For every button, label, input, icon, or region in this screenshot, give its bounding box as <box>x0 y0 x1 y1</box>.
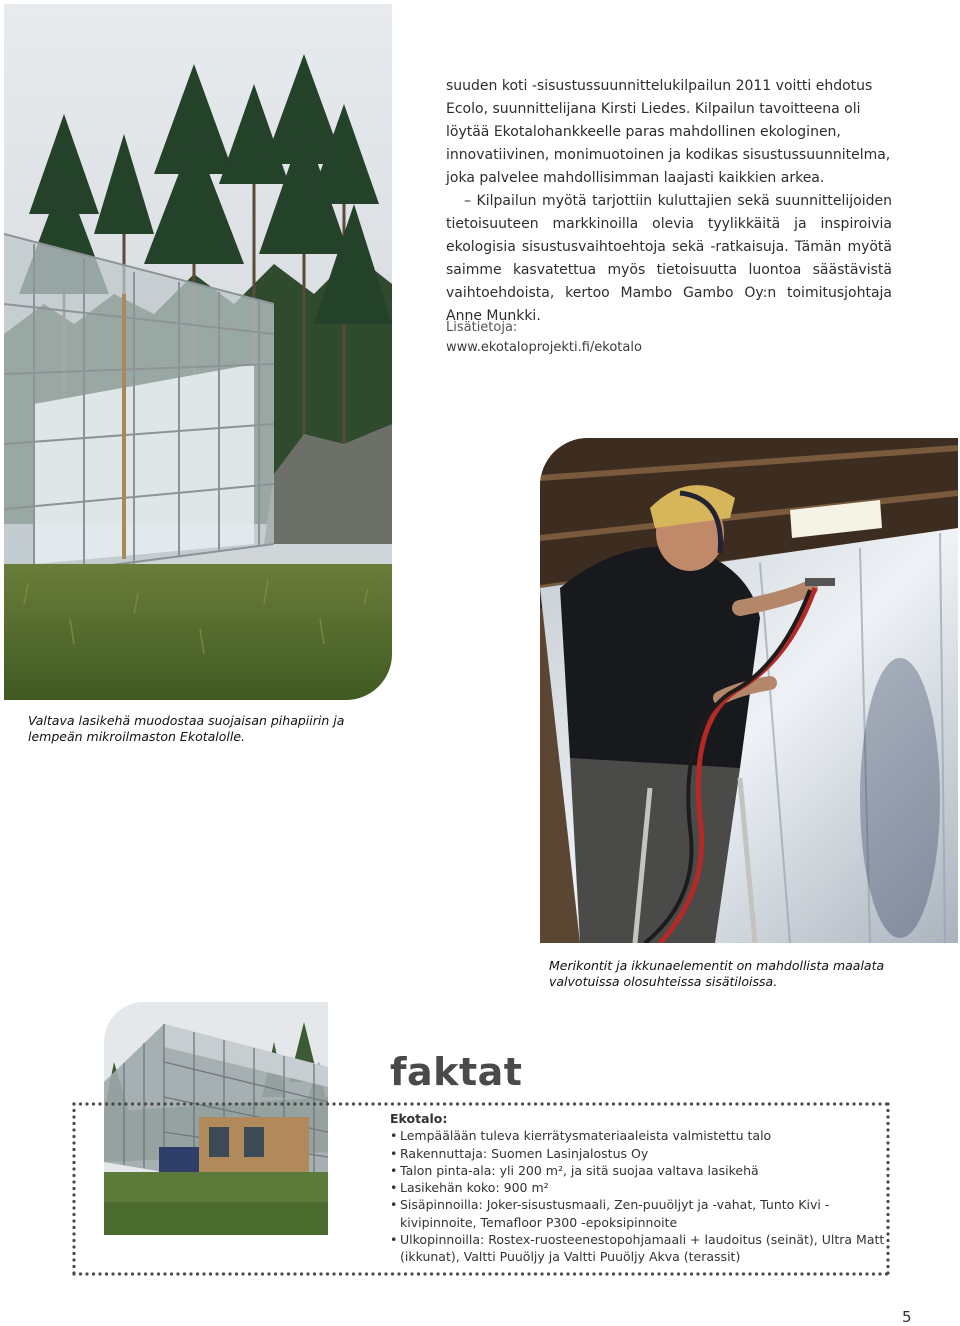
frame-dot <box>72 1128 75 1131</box>
frame-dot <box>794 1272 797 1275</box>
frame-dot <box>886 1271 889 1274</box>
frame-dot <box>267 1102 270 1105</box>
frame-dot <box>807 1272 810 1275</box>
frame-dot <box>202 1272 205 1275</box>
frame-dot <box>371 1102 374 1105</box>
frame-dot <box>742 1272 745 1275</box>
frame-dot <box>534 1272 537 1275</box>
frame-dot <box>150 1272 153 1275</box>
frame-dot <box>72 1245 75 1248</box>
frame-dot <box>72 1219 75 1222</box>
frame-dot <box>729 1102 732 1105</box>
frame-dot <box>423 1102 426 1105</box>
frame-dot <box>488 1272 491 1275</box>
frame-dot <box>137 1272 140 1275</box>
frame-dot <box>716 1272 719 1275</box>
frame-dot <box>683 1102 686 1105</box>
frame-dot <box>326 1272 329 1275</box>
frame-dot <box>638 1272 641 1275</box>
frame-dot <box>72 1102 75 1105</box>
frame-dot <box>72 1167 75 1170</box>
frame-dot <box>365 1102 368 1105</box>
frame-dot <box>508 1102 511 1105</box>
frame-dot <box>852 1272 855 1275</box>
frame-dot <box>501 1102 504 1105</box>
frame-dot <box>800 1102 803 1105</box>
frame-dot <box>859 1272 862 1275</box>
frame-dot <box>98 1272 101 1275</box>
frame-dot <box>508 1272 511 1275</box>
frame-dot <box>488 1102 491 1105</box>
frame-dot <box>215 1102 218 1105</box>
frame-dot <box>183 1102 186 1105</box>
frame-dot <box>157 1102 160 1105</box>
frame-dot <box>183 1272 186 1275</box>
frame-dot <box>709 1272 712 1275</box>
frame-dot <box>670 1272 673 1275</box>
frame-dot <box>397 1102 400 1105</box>
frame-dot <box>625 1272 628 1275</box>
frame-dot <box>157 1272 160 1275</box>
frame-dot <box>761 1272 764 1275</box>
frame-dot <box>248 1102 251 1105</box>
frame-dot <box>72 1141 75 1144</box>
frame-dot <box>664 1272 667 1275</box>
frame-dot <box>846 1272 849 1275</box>
frame-dot <box>833 1272 836 1275</box>
frame-dot <box>813 1102 816 1105</box>
frame-dot <box>599 1272 602 1275</box>
frame-dot <box>709 1102 712 1105</box>
frame-dot <box>547 1272 550 1275</box>
frame-dot <box>592 1272 595 1275</box>
frame-dot <box>651 1272 654 1275</box>
frame-dot <box>625 1102 628 1105</box>
frame-dot <box>586 1102 589 1105</box>
frame-dot <box>644 1272 647 1275</box>
frame-dot <box>670 1102 673 1105</box>
frame-dot <box>482 1102 485 1105</box>
frame-dot <box>72 1148 75 1151</box>
frame-dot <box>495 1102 498 1105</box>
frame-dot <box>813 1272 816 1275</box>
frame-dot <box>79 1272 82 1275</box>
frame-dot <box>417 1272 420 1275</box>
frame-dot <box>527 1272 530 1275</box>
frame-dot <box>339 1272 342 1275</box>
facts-heading: Ekotalo: <box>390 1111 448 1126</box>
frame-dot <box>677 1272 680 1275</box>
frame-dot <box>800 1272 803 1275</box>
frame-dot <box>209 1102 212 1105</box>
frame-dot <box>846 1102 849 1105</box>
frame-dot <box>228 1102 231 1105</box>
frame-dot <box>391 1272 394 1275</box>
frame-dot <box>131 1272 134 1275</box>
frame-dot <box>228 1272 231 1275</box>
frame-dot <box>722 1272 725 1275</box>
frame-dot <box>618 1272 621 1275</box>
frame-dot <box>300 1102 303 1105</box>
frame-dot <box>456 1102 459 1105</box>
frame-dot <box>410 1272 413 1275</box>
facts-title: faktat <box>390 1050 523 1094</box>
frame-dot <box>378 1102 381 1105</box>
frame-dot <box>72 1154 75 1157</box>
frame-dot <box>553 1102 556 1105</box>
frame-dot <box>865 1102 868 1105</box>
frame-dot <box>287 1272 290 1275</box>
frame-dot <box>462 1272 465 1275</box>
frame-dot <box>534 1102 537 1105</box>
frame-dot <box>365 1272 368 1275</box>
frame-dot <box>586 1272 589 1275</box>
frame-dot <box>124 1272 127 1275</box>
frame-dot <box>72 1109 75 1112</box>
frame-dot <box>748 1102 751 1105</box>
frame-dot <box>696 1102 699 1105</box>
frame-dot <box>599 1102 602 1105</box>
frame-dot <box>820 1272 823 1275</box>
frame-dot <box>514 1272 517 1275</box>
frame-dot <box>98 1102 101 1105</box>
frame-dot <box>521 1102 524 1105</box>
frame-dot <box>72 1180 75 1183</box>
frame-dot <box>560 1272 563 1275</box>
frame-dot <box>274 1272 277 1275</box>
frame-dot <box>241 1102 244 1105</box>
frame-dot <box>235 1102 238 1105</box>
spray-painting-photo <box>540 438 958 943</box>
frame-dot <box>436 1102 439 1105</box>
frame-dot <box>514 1102 517 1105</box>
facts-item: • Sisäpinnoilla: Joker-sisustusmaali, Zen-puuöljyt ja -vahat, Tunto Kivi -kivipinnoite, Temafloor P300 -epoksipinnoite <box>390 1196 900 1231</box>
frame-dot <box>170 1102 173 1105</box>
frame-dot <box>696 1272 699 1275</box>
frame-dot <box>553 1272 556 1275</box>
facts-item: • Talon pinta-ala: yli 200 m², ja sitä suojaa valtava lasikehä <box>390 1162 900 1179</box>
frame-dot <box>865 1272 868 1275</box>
frame-dot <box>339 1102 342 1105</box>
frame-dot <box>300 1272 303 1275</box>
frame-dot <box>430 1102 433 1105</box>
frame-dot <box>72 1226 75 1229</box>
frame-dot <box>735 1272 738 1275</box>
frame-dot <box>150 1102 153 1105</box>
frame-dot <box>826 1102 829 1105</box>
frame-dot <box>878 1102 881 1105</box>
frame-dot <box>443 1272 446 1275</box>
frame-dot <box>703 1102 706 1105</box>
frame-dot <box>456 1272 459 1275</box>
frame-dot <box>72 1187 75 1190</box>
frame-dot <box>280 1102 283 1105</box>
facts-item: • Ulkopinnoilla: Rostex-ruosteenestopohjamaali + laudoitus (seinät), Ultra Matt (ikkunat), Valtti Puuöljy ja Valtti Puuöljy Akva (terassit) <box>390 1231 900 1266</box>
frame-dot <box>774 1102 777 1105</box>
frame-dot <box>690 1102 693 1105</box>
frame-dot <box>579 1272 582 1275</box>
frame-dot <box>189 1102 192 1105</box>
frame-dot <box>397 1272 400 1275</box>
frame-dot <box>319 1272 322 1275</box>
frame-dot <box>573 1102 576 1105</box>
more-info-link[interactable]: www.ekotaloprojekti.fi/ekotalo <box>446 340 642 355</box>
frame-dot <box>703 1272 706 1275</box>
frame-dot <box>79 1102 82 1105</box>
frame-dot <box>254 1272 257 1275</box>
page-number: 5 <box>902 1308 912 1326</box>
frame-dot <box>631 1102 634 1105</box>
frame-dot <box>196 1272 199 1275</box>
frame-dot <box>872 1102 875 1105</box>
frame-dot <box>72 1200 75 1203</box>
frame-dot <box>423 1272 426 1275</box>
frame-dot <box>176 1272 179 1275</box>
frame-dot <box>787 1272 790 1275</box>
frame-dot <box>313 1272 316 1275</box>
frame-dot <box>345 1102 348 1105</box>
frame-dot <box>748 1272 751 1275</box>
frame-dot <box>501 1272 504 1275</box>
frame-dot <box>430 1272 433 1275</box>
glass-house-forest-photo <box>4 4 392 700</box>
frame-dot <box>826 1272 829 1275</box>
frame-dot <box>560 1102 563 1105</box>
frame-dot <box>566 1102 569 1105</box>
frame-dot <box>267 1272 270 1275</box>
frame-dot <box>176 1102 179 1105</box>
frame-dot <box>716 1102 719 1105</box>
frame-dot <box>72 1258 75 1261</box>
frame-dot <box>410 1102 413 1105</box>
frame-dot <box>612 1272 615 1275</box>
frame-dot <box>280 1272 283 1275</box>
frame-dot <box>651 1102 654 1105</box>
frame-dot <box>72 1239 75 1242</box>
frame-dot <box>768 1102 771 1105</box>
frame-dot <box>306 1102 309 1105</box>
frame-dot <box>72 1115 75 1118</box>
frame-dot <box>261 1272 264 1275</box>
frame-dot <box>131 1102 134 1105</box>
frame-dot <box>72 1206 75 1209</box>
frame-dot <box>261 1102 264 1105</box>
frame-dot <box>72 1252 75 1255</box>
frame-dot <box>859 1102 862 1105</box>
frame-dot <box>85 1272 88 1275</box>
frame-dot <box>605 1272 608 1275</box>
frame-dot <box>332 1102 335 1105</box>
more-info <box>446 318 642 358</box>
frame-dot <box>222 1102 225 1105</box>
frame-dot <box>482 1272 485 1275</box>
facts-list <box>390 1127 900 1265</box>
frame-dot <box>612 1102 615 1105</box>
frame-dot <box>352 1102 355 1105</box>
photo2-caption: Merikontit ja ikkunaelementit on mahdollista maalata valvotuissa olosuhteissa sisätiloissa. <box>549 958 885 989</box>
frame-dot <box>644 1102 647 1105</box>
more-info-label: Lisätietoja: <box>446 320 518 335</box>
frame-dot <box>124 1102 127 1105</box>
frame-dot <box>319 1102 322 1105</box>
frame-dot <box>475 1272 478 1275</box>
frame-dot <box>886 1102 889 1105</box>
frame-dot <box>657 1272 660 1275</box>
frame-dot <box>839 1102 842 1105</box>
frame-dot <box>774 1272 777 1275</box>
frame-dot <box>579 1102 582 1105</box>
frame-dot <box>105 1272 108 1275</box>
frame-dot <box>852 1102 855 1105</box>
frame-dot <box>878 1272 881 1275</box>
frame-dot <box>105 1102 108 1105</box>
frame-dot <box>449 1102 452 1105</box>
frame-dot <box>332 1272 335 1275</box>
frame-dot <box>215 1272 218 1275</box>
frame-dot <box>820 1102 823 1105</box>
facts-item: • Rakennuttaja: Suomen Lasinjalostus Oy <box>390 1145 900 1162</box>
frame-dot <box>872 1272 875 1275</box>
frame-dot <box>209 1272 212 1275</box>
frame-dot <box>781 1272 784 1275</box>
frame-dot <box>761 1102 764 1105</box>
frame-dot <box>683 1272 686 1275</box>
frame-dot <box>293 1102 296 1105</box>
frame-dot <box>833 1102 836 1105</box>
frame-dot <box>605 1102 608 1105</box>
frame-dot <box>469 1102 472 1105</box>
frame-dot <box>241 1272 244 1275</box>
frame-dot <box>787 1102 790 1105</box>
frame-dot <box>144 1102 147 1105</box>
frame-dot <box>371 1272 374 1275</box>
frame-dot <box>469 1272 472 1275</box>
frame-dot <box>404 1102 407 1105</box>
frame-dot <box>118 1272 121 1275</box>
frame-dot <box>352 1272 355 1275</box>
facts-item: • Lempäälään tuleva kierrätysmateriaaleista valmistettu talo <box>390 1127 900 1144</box>
frame-dot <box>521 1272 524 1275</box>
frame-dot <box>462 1102 465 1105</box>
frame-dot <box>235 1272 238 1275</box>
frame-dot <box>254 1102 257 1105</box>
frame-dot <box>742 1102 745 1105</box>
frame-dot <box>137 1102 140 1105</box>
article-paragraph-1: suuden koti -sisustussuunnittelukilpailun 2011 voitti ehdotus Ecolo, suunnittelijana Kirsti Liedes. Kilpailun tavoitteena oli löytää Ekotalohankkeelle paras mahdollinen ekologinen, innovatiivinen, monimuotoinen ja kodikas sisustussuunnitelma, joka palvelee mahdollisimman laajasti kaikkien arkea. <box>446 78 891 186</box>
frame-dot <box>72 1213 75 1216</box>
frame-dot <box>72 1193 75 1196</box>
article-paragraph-2: – Kilpailun myötä tarjottiin kuluttajien sekä suunnittelijoiden tietoisuuteen markkinoilla olevia tyylikkäitä ja inspiroivia ekologisia sisustusvaihtoehtoja sekä -ratkaisuja. Tämän myötä saimme kasvatettua myös tietoisuutta luontoa säästävistä vaihtoehdoista, kertoo Mambo Gambo Oy:n toimitusjohtaja Anne Munkki. <box>446 193 892 324</box>
frame-dot <box>72 1174 75 1177</box>
frame-dot <box>755 1272 758 1275</box>
frame-dot <box>443 1102 446 1105</box>
frame-dot <box>92 1102 95 1105</box>
frame-dot <box>196 1102 199 1105</box>
frame-dot <box>631 1272 634 1275</box>
frame-dot <box>85 1102 88 1105</box>
frame-dot <box>72 1265 75 1268</box>
frame-dot <box>768 1272 771 1275</box>
frame-dot <box>722 1102 725 1105</box>
frame-dot <box>839 1272 842 1275</box>
frame-dot <box>495 1272 498 1275</box>
frame-dot <box>313 1102 316 1105</box>
frame-dot <box>657 1102 660 1105</box>
facts-content <box>390 1110 900 1266</box>
frame-dot <box>118 1102 121 1105</box>
frame-dot <box>378 1272 381 1275</box>
frame-dot <box>72 1122 75 1125</box>
frame-dot <box>566 1272 569 1275</box>
frame-dot <box>677 1102 680 1105</box>
frame-dot <box>735 1102 738 1105</box>
frame-dot <box>404 1272 407 1275</box>
frame-dot <box>794 1102 797 1105</box>
frame-dot <box>638 1102 641 1105</box>
frame-dot <box>202 1102 205 1105</box>
frame-dot <box>72 1232 75 1235</box>
frame-dot <box>163 1102 166 1105</box>
frame-dot <box>72 1135 75 1138</box>
frame-dot <box>293 1272 296 1275</box>
article-text <box>446 75 892 328</box>
frame-dot <box>222 1272 225 1275</box>
frame-dot <box>189 1272 192 1275</box>
frame-dot <box>144 1272 147 1275</box>
frame-dot <box>274 1102 277 1105</box>
frame-dot <box>807 1102 810 1105</box>
frame-dot <box>358 1102 361 1105</box>
frame-dot <box>384 1102 387 1105</box>
frame-dot <box>436 1272 439 1275</box>
photo1-caption: Valtava lasikehä muodostaa suojaisan pihapiirin ja lempeän mikroilmaston Ekotalolle. <box>28 713 345 744</box>
frame-dot <box>449 1272 452 1275</box>
frame-dot <box>384 1272 387 1275</box>
frame-dot <box>72 1161 75 1164</box>
frame-dot <box>358 1272 361 1275</box>
frame-dot <box>163 1272 166 1275</box>
frame-dot <box>72 1271 75 1274</box>
facts-item: • Lasikehän koko: 900 m² <box>390 1179 900 1196</box>
frame-dot <box>111 1272 114 1275</box>
frame-dot <box>618 1102 621 1105</box>
frame-dot <box>527 1102 530 1105</box>
frame-dot <box>690 1272 693 1275</box>
frame-dot <box>170 1272 173 1275</box>
frame-dot <box>345 1272 348 1275</box>
frame-dot <box>540 1272 543 1275</box>
frame-dot <box>475 1102 478 1105</box>
frame-dot <box>326 1102 329 1105</box>
frame-dot <box>547 1102 550 1105</box>
frame-dot <box>755 1102 758 1105</box>
frame-dot <box>248 1272 251 1275</box>
frame-dot <box>592 1102 595 1105</box>
frame-dot <box>573 1272 576 1275</box>
frame-dot <box>417 1102 420 1105</box>
frame-dot <box>92 1272 95 1275</box>
frame-dot <box>306 1272 309 1275</box>
frame-dot <box>391 1102 394 1105</box>
frame-dot <box>111 1102 114 1105</box>
frame-dot <box>287 1102 290 1105</box>
frame-dot <box>781 1102 784 1105</box>
frame-dot <box>664 1102 667 1105</box>
frame-dot <box>540 1102 543 1105</box>
frame-dot <box>729 1272 732 1275</box>
